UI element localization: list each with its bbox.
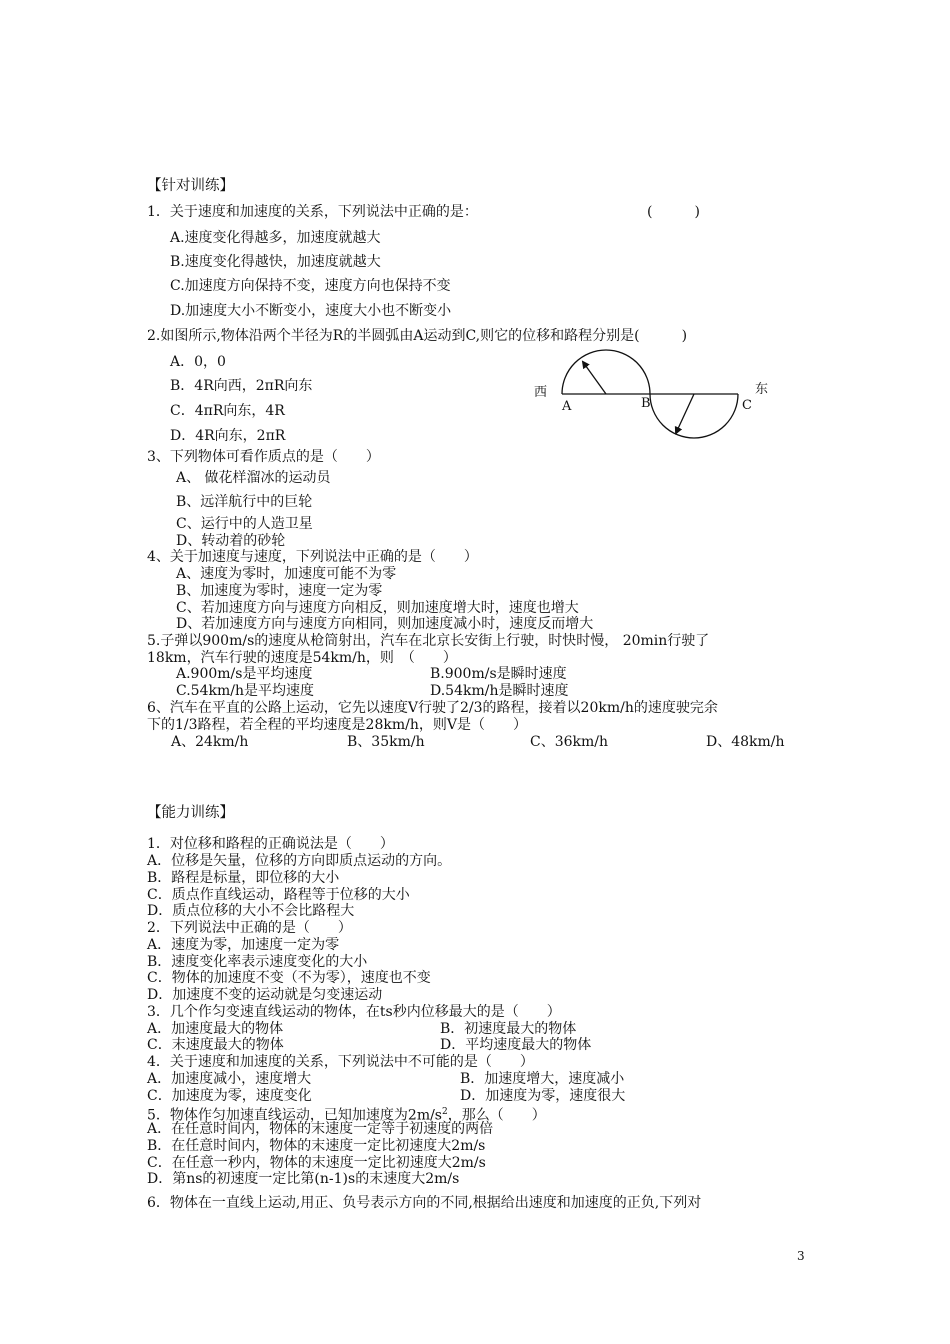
s2-q2-option-d: D．加速度不变的运动就是匀变速运动 [147,987,383,1003]
s1-q5-stem-line1: 5.子弹以900m/s的速度从枪筒射出，汽车在北京长安街上行驶，时快时慢， 20min行驶了 [147,633,710,649]
s1-q3-stem: 3、下列物体可看作质点的是（ ） [147,449,380,465]
label-point-a: A [562,399,572,414]
label-point-c: C [742,398,752,413]
s1-q6-option-c: C、36km/h [530,734,609,750]
s2-q5-stem-superscript: 2 [442,1107,448,1117]
s1-q3-option-b: B、远洋航行中的巨轮 [176,494,313,510]
s1-q4-option-d: D、若加速度方向与速度方向相同，则加速度减小时，速度反而增大 [176,616,594,632]
s2-q2-option-b: B．速度变化率表示速度变化的大小 [147,954,368,970]
s2-q1-stem: 1．对位移和路程的正确说法是（ ） [147,836,394,852]
s2-q5-option-c: C．在任意一秒内，物体的末速度一定比初速度大2m/s [147,1155,486,1171]
s1-q5-stem-line2: 18km，汽车行驶的速度是54km/h，则 （ ） [147,650,457,666]
s2-q3-option-c: C．末速度最大的物体 [147,1037,284,1053]
s2-q1-option-a: A．位移是矢量，位移的方向即质点运动的方向。 [147,853,452,869]
s1-q1-answer-paren: ( ) [647,204,700,220]
semicircle-path-figure [530,345,780,445]
s2-q5-option-a: A．在任意时间内，物体的末速度一定等于初速度的两倍 [147,1121,494,1137]
s2-q4-option-a: A．加速度减小，速度增大 [147,1071,312,1087]
s2-q6-stem: 6．物体在一直线上运动,用正、负号表示方向的不同,根据给出速度和加速度的正负,下列对 [147,1195,702,1211]
s1-q2-option-d: D．4R向东，2πR [170,428,286,444]
s1-q4-stem: 4、关于加速度与速度，下列说法中正确的是（ ） [147,549,478,565]
s2-q1-option-b: B．路程是标量，即位移的大小 [147,870,340,886]
s1-q1-option-a: A.速度变化得越多，加速度就越大 [170,230,381,246]
s2-q5-option-b: B．在任意时间内，物体的末速度一定比初速度大2m/s [147,1138,486,1154]
s2-q3-stem: 3．几个作匀变速直线运动的物体，在ts秒内位移最大的是（ ） [147,1004,561,1020]
s2-q2-stem: 2．下列说法中正确的是（ ） [147,920,352,936]
s2-q1-option-d: D．质点位移的大小不会比路程大 [147,903,355,919]
lower-semicircle-arc [650,394,738,438]
label-point-b: B [641,396,651,411]
section-heading-ability-practice: 【能力训练】 [147,805,234,821]
s2-q5-stem-text: 5．物体作匀加速直线运动，已知加速度为2m/s [147,1107,442,1124]
s1-q1-stem: 1．关于速度和加速度的关系，下列说法中正确的是： [147,204,478,220]
s2-q4-stem: 4．关于速度和加速度的关系，下列说法中不可能的是（ ） [147,1054,534,1070]
s2-q3-option-d: D．平均速度最大的物体 [440,1037,592,1053]
s1-q5-option-a: A.900m/s是平均速度 [176,666,313,682]
s2-q3-option-a: A．加速度最大的物体 [147,1021,284,1037]
s1-q2-option-a: A．0，0 [170,354,226,370]
s2-q3-option-b: B．初速度最大的物体 [440,1021,577,1037]
s1-q3-option-a: A、 做花样溜冰的运动员 [176,470,331,486]
s1-q3-option-c: C、运行中的人造卫星 [176,516,313,532]
label-west: 西 [534,385,548,400]
s1-q1-option-d: D.加速度大小不断变小，速度大小也不断变小 [170,303,452,319]
s1-q5-option-b: B.900m/s是瞬时速度 [430,666,567,682]
s1-q1-option-c: C.加速度方向保持不变，速度方向也保持不变 [170,278,451,294]
s2-q4-option-c: C．加速度为零，速度变化 [147,1088,312,1104]
s1-q3-option-d: D、转动着的砂轮 [176,533,286,549]
s2-q4-option-d: D．加速度为零，速度很大 [460,1088,626,1104]
s1-q6-stem-line2: 下的1/3路程，若全程的平均速度是28km/h，则V是（ ） [147,717,527,733]
s1-q4-option-c: C、若加速度方向与速度方向相反，则加速度增大时，速度也增大 [176,600,579,616]
s1-q6-option-b: B、35km/h [347,734,425,750]
s1-q4-option-b: B、加速度为零时，速度一定为零 [176,583,383,599]
page-number: 3 [797,1249,805,1263]
s2-q2-option-c: C．物体的加速度不变（不为零），速度也不变 [147,970,431,986]
s1-q6-option-d: D、48km/h [706,734,785,750]
s1-q1-option-b: B.速度变化得越快，加速度就越大 [170,254,381,270]
s2-q1-option-c: C．质点作直线运动，路程等于位移的大小 [147,887,410,903]
s2-q5-stem-tail: ，那么（ ） [447,1107,546,1124]
s1-q6-stem-line1: 6、汽车在平直的公路上运动，它先以速度V行驶了2/3的路程，接着以20km/h的速度驶完余 [147,700,718,716]
s1-q2-option-b: B．4R向西，2πR向东 [170,378,313,394]
label-east: 东 [755,382,769,397]
s1-q6-option-a: A、24km/h [171,734,249,750]
lower-radius-arrow [676,394,694,433]
s2-q5-option-d: D．第ns的初速度一定比第(n-1)s的末速度大2m/s [147,1171,460,1187]
section-heading-targeted-practice: 【针对训练】 [147,178,234,194]
s1-q2-option-c: C．4πR向东，4R [170,403,285,419]
s1-q2-stem: 2.如图所示,物体沿两个半径为R的半圆弧由A运动到C,则它的位移和路程分别是( ) [147,328,688,344]
upper-semicircle-arc [562,350,650,394]
s1-q5-option-d: D.54km/h是瞬时速度 [430,683,569,699]
s2-q2-option-a: A．速度为零，加速度一定为零 [147,937,340,953]
s1-q5-option-c: C.54km/h是平均速度 [176,683,314,699]
upper-radius-arrow [583,362,606,394]
s2-q4-option-b: B．加速度增大，速度减小 [460,1071,625,1087]
s1-q4-option-a: A、速度为零时，加速度可能不为零 [176,566,397,582]
